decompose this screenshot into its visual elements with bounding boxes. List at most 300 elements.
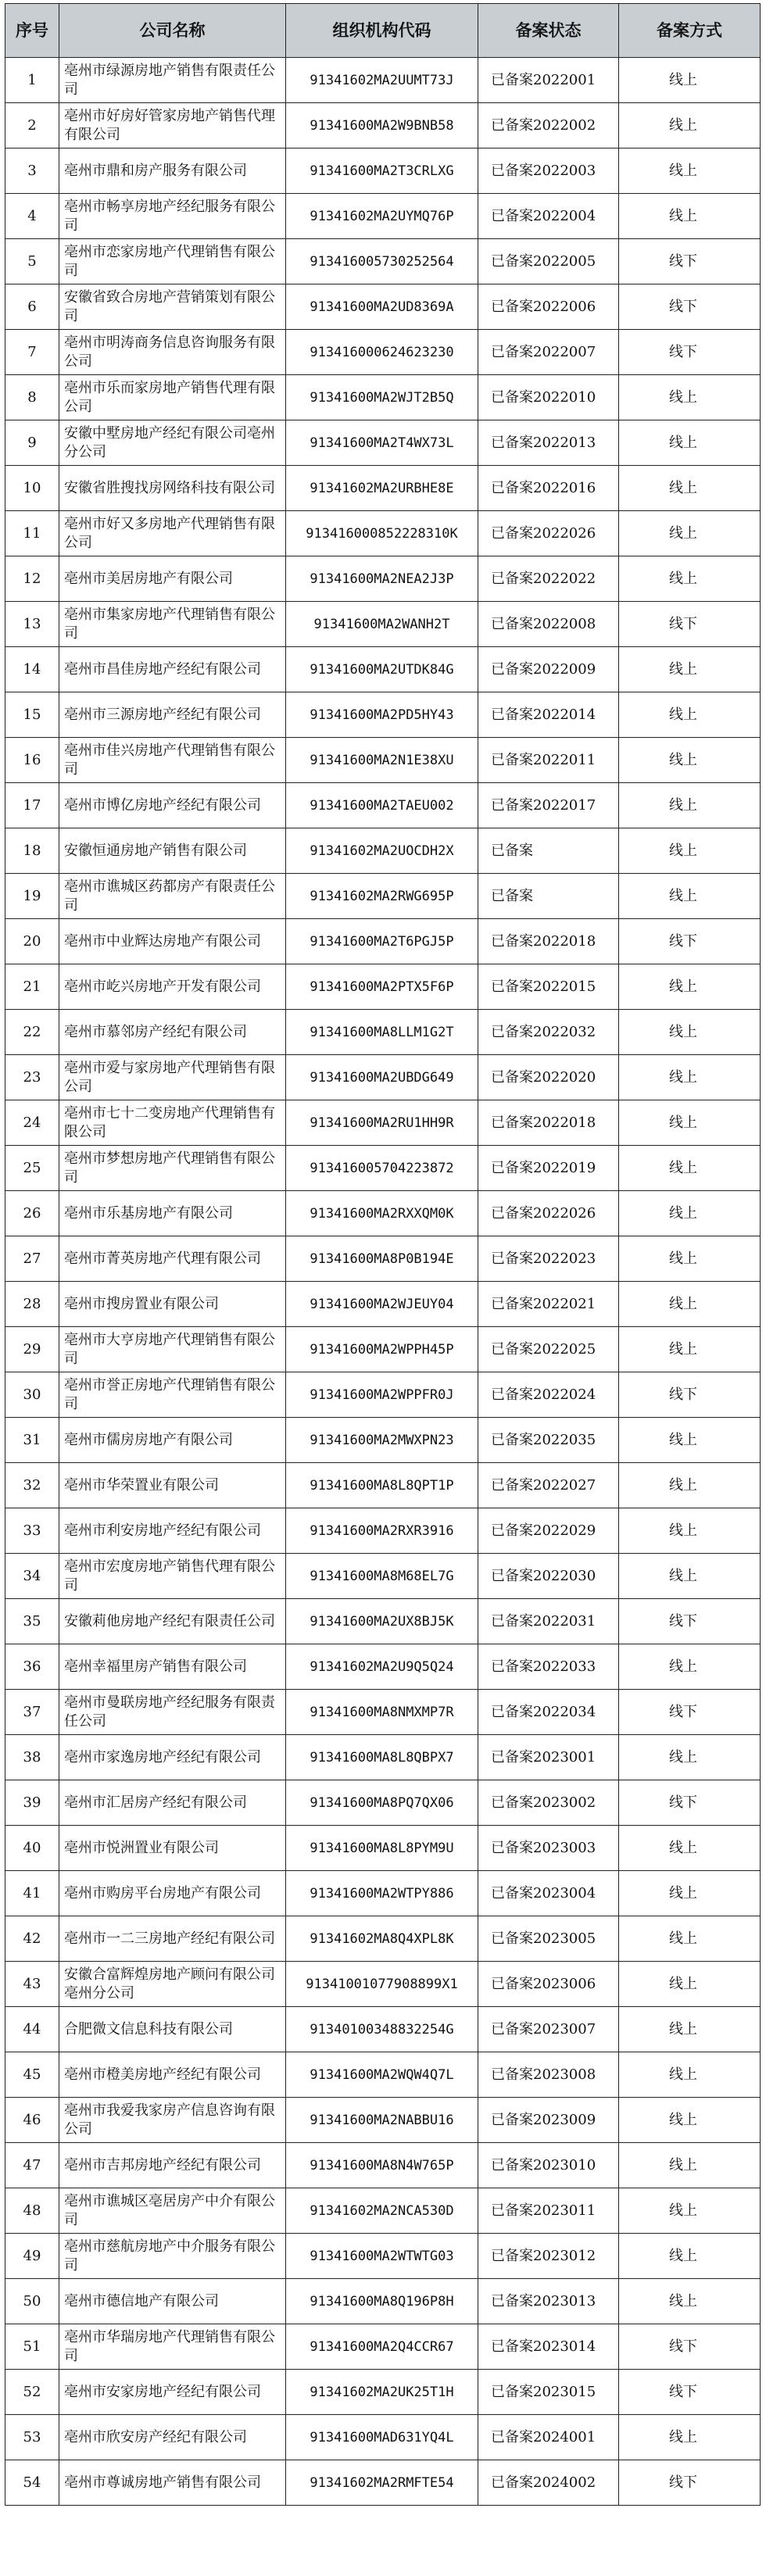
org-code: 91341602MA2RMFTE54 [286, 2460, 478, 2506]
header-filing-mode: 备案方式 [619, 4, 761, 58]
filing-mode: 线上 [619, 738, 761, 783]
company-name: 亳州市我爱我家房产信息咨询有限公司 [59, 2098, 286, 2143]
company-name: 亳州市购房平台房地产有限公司 [59, 1871, 286, 1916]
filing-mode: 线上 [619, 2007, 761, 2052]
table-row [5, 1826, 761, 1871]
filing-status: 已备案2022032 [478, 1010, 619, 1055]
row-index: 15 [5, 692, 59, 738]
org-code: 91341600MA8L8QBPX7 [286, 1735, 478, 1780]
filing-status: 已备案2022013 [478, 420, 619, 466]
filing-status: 已备案2023014 [478, 2324, 619, 2370]
row-index: 17 [5, 783, 59, 828]
row-index: 26 [5, 1191, 59, 1236]
table-row [5, 284, 761, 330]
company-name: 亳州市悦洲置业有限公司 [59, 1826, 286, 1871]
filing-mode: 线上 [619, 1236, 761, 1282]
org-code: 91341600MA2WJEUY04 [286, 1282, 478, 1327]
row-index: 12 [5, 556, 59, 602]
org-code: 91341600MA2NABBU16 [286, 2098, 478, 2143]
company-name: 亳州市利安房地产经纪有限公司 [59, 1508, 286, 1554]
org-code: 91341600MA2UBDG649 [286, 1055, 478, 1100]
company-name: 亳州市欣安房产经纪有限公司 [59, 2415, 286, 2460]
company-name: 亳州市誉正房地产代理销售有限公司 [59, 1372, 286, 1418]
row-index: 44 [5, 2007, 59, 2052]
row-index: 29 [5, 1327, 59, 1372]
filing-mode: 线上 [619, 103, 761, 148]
filing-status: 已备案2023012 [478, 2234, 619, 2279]
table-row [5, 239, 761, 284]
filing-mode: 线下 [619, 919, 761, 964]
org-code: 91341600MAD631YQ4L [286, 2415, 478, 2460]
org-code: 91341600MA8PQ7QX06 [286, 1780, 478, 1826]
filing-status: 已备案2023005 [478, 1916, 619, 1962]
row-index: 8 [5, 375, 59, 420]
filing-status: 已备案2022024 [478, 1372, 619, 1418]
header-org-code: 组织机构代码 [286, 4, 478, 58]
company-name: 亳州市美居房地产有限公司 [59, 556, 286, 602]
filing-status: 已备案2022008 [478, 602, 619, 647]
filing-mode: 线上 [619, 1916, 761, 1962]
table-row [5, 1735, 761, 1780]
org-code: 91341001077908899X1 [286, 1962, 478, 2007]
row-index: 6 [5, 284, 59, 330]
filing-status: 已备案2023006 [478, 1962, 619, 2007]
org-code: 91341600MA8P0B194E [286, 1236, 478, 1282]
filing-mode: 线上 [619, 2234, 761, 2279]
filing-status: 已备案2022001 [478, 58, 619, 103]
filing-status: 已备案2022002 [478, 103, 619, 148]
company-name: 亳州市菁英房地产代理有限公司 [59, 1236, 286, 1282]
filing-mode: 线上 [619, 647, 761, 692]
filing-mode: 线上 [619, 1463, 761, 1508]
table-row [5, 556, 761, 602]
filing-status: 已备案2022018 [478, 1100, 619, 1146]
row-index: 41 [5, 1871, 59, 1916]
filing-status: 已备案 [478, 874, 619, 919]
table-row [5, 1916, 761, 1962]
company-name: 亳州市畅享房地产经纪服务有限公司 [59, 194, 286, 239]
filing-status: 已备案2024001 [478, 2415, 619, 2460]
row-index: 40 [5, 1826, 59, 1871]
row-index: 39 [5, 1780, 59, 1826]
row-index: 23 [5, 1055, 59, 1100]
filing-status: 已备案2022033 [478, 1644, 619, 1690]
row-index: 30 [5, 1372, 59, 1418]
header-filing-status: 备案状态 [478, 4, 619, 58]
table-row [5, 1418, 761, 1463]
header-index: 序号 [5, 4, 59, 58]
table-row [5, 919, 761, 964]
row-index: 11 [5, 511, 59, 556]
filing-status: 已备案2022022 [478, 556, 619, 602]
filing-mode: 线上 [619, 2143, 761, 2188]
filing-mode: 线上 [619, 1962, 761, 2007]
filing-status: 已备案2023003 [478, 1826, 619, 1871]
row-index: 51 [5, 2324, 59, 2370]
row-index: 48 [5, 2188, 59, 2234]
org-code: 91341600MA8L8PYM9U [286, 1826, 478, 1871]
org-code: 91341600MA2TAEU002 [286, 783, 478, 828]
company-name: 亳州市博亿房地产经纪有限公司 [59, 783, 286, 828]
filing-status: 已备案2023009 [478, 2098, 619, 2143]
company-name: 安徽恒通房地产销售有限公司 [59, 828, 286, 874]
company-name: 亳州市大亨房地产代理销售有限公司 [59, 1327, 286, 1372]
filing-mode: 线上 [619, 1282, 761, 1327]
table-row [5, 964, 761, 1010]
filing-status: 已备案2023004 [478, 1871, 619, 1916]
filing-mode: 线上 [619, 692, 761, 738]
filing-status: 已备案2022030 [478, 1554, 619, 1599]
table-row [5, 828, 761, 874]
filing-table [5, 3, 761, 2506]
filing-mode: 线上 [619, 1146, 761, 1191]
company-name: 亳州市谯城区亳居房产中介有限公司 [59, 2188, 286, 2234]
company-name: 亳州市好又多房地产代理销售有限公司 [59, 511, 286, 556]
filing-mode: 线上 [619, 2415, 761, 2460]
org-code: 91341600MA2WANH2T [286, 602, 478, 647]
table-row [5, 1236, 761, 1282]
table-row [5, 2052, 761, 2098]
table-row [5, 2007, 761, 2052]
row-index: 1 [5, 58, 59, 103]
filing-mode: 线下 [619, 1599, 761, 1644]
table-row [5, 1010, 761, 1055]
org-code: 91341600MA2WPPH45P [286, 1327, 478, 1372]
company-name: 亳州市慕邻房产经纪有限公司 [59, 1010, 286, 1055]
company-name: 亳州市恋家房地产代理销售有限公司 [59, 239, 286, 284]
company-name: 亳州市华瑞房地产代理销售有限公司 [59, 2324, 286, 2370]
table-row [5, 2460, 761, 2506]
filing-status: 已备案2022025 [478, 1327, 619, 1372]
filing-mode: 线上 [619, 1554, 761, 1599]
row-index: 27 [5, 1236, 59, 1282]
company-name: 亳州市宏度房地产销售代理有限公司 [59, 1554, 286, 1599]
org-code: 913416005730252564 [286, 239, 478, 284]
org-code: 91341600MA8L8QPT1P [286, 1463, 478, 1508]
filing-status: 已备案2022011 [478, 738, 619, 783]
company-name: 亳州幸福里房产销售有限公司 [59, 1644, 286, 1690]
org-code: 91341600MA2WTPY886 [286, 1871, 478, 1916]
filing-status: 已备案2022016 [478, 466, 619, 511]
company-name: 亳州市集家房地产代理销售有限公司 [59, 602, 286, 647]
row-index: 24 [5, 1100, 59, 1146]
org-code: 91341600MA2N1E38XU [286, 738, 478, 783]
company-name: 亳州市好房好管家房地产销售代理有限公司 [59, 103, 286, 148]
org-code: 91341600MA2RU1HH9R [286, 1100, 478, 1146]
company-name: 亳州市爱与家房地产代理销售有限公司 [59, 1055, 286, 1100]
company-name: 安徽合富辉煌房地产顾问有限公司亳州分公司 [59, 1962, 286, 2007]
row-index: 54 [5, 2460, 59, 2506]
filing-mode: 线上 [619, 2279, 761, 2324]
company-name: 亳州市橙美房地产经纪有限公司 [59, 2052, 286, 2098]
org-code: 91341600MA2WJT2B5Q [286, 375, 478, 420]
row-index: 7 [5, 330, 59, 375]
filing-status: 已备案2022023 [478, 1236, 619, 1282]
table-row [5, 58, 761, 103]
filing-mode: 线下 [619, 239, 761, 284]
filing-status: 已备案2023015 [478, 2370, 619, 2415]
row-index: 14 [5, 647, 59, 692]
filing-mode: 线上 [619, 1191, 761, 1236]
filing-status: 已备案2023011 [478, 2188, 619, 2234]
org-code: 91341600MA2WPPFR0J [286, 1372, 478, 1418]
filing-mode: 线上 [619, 466, 761, 511]
company-name: 亳州市德信地产有限公司 [59, 2279, 286, 2324]
table-row [5, 1599, 761, 1644]
table-row [5, 194, 761, 239]
company-name: 亳州市搜房置业有限公司 [59, 1282, 286, 1327]
row-index: 34 [5, 1554, 59, 1599]
row-index: 4 [5, 194, 59, 239]
filing-mode: 线下 [619, 284, 761, 330]
row-index: 31 [5, 1418, 59, 1463]
company-name: 亳州市安家房地产经纪有限公司 [59, 2370, 286, 2415]
filing-status: 已备案2022003 [478, 148, 619, 194]
company-name: 亳州市家逸房地产经纪有限公司 [59, 1735, 286, 1780]
table-row [5, 2098, 761, 2143]
row-index: 22 [5, 1010, 59, 1055]
company-name: 亳州市汇居房产经纪有限公司 [59, 1780, 286, 1826]
org-code: 91341602MA2UK25T1H [286, 2370, 478, 2415]
row-index: 52 [5, 2370, 59, 2415]
filing-mode: 线下 [619, 1372, 761, 1418]
org-code: 91341602MA8Q4XPL8K [286, 1916, 478, 1962]
org-code: 913416005704223872 [286, 1146, 478, 1191]
org-code: 91341600MA2UTDK84G [286, 647, 478, 692]
table-row [5, 783, 761, 828]
org-code: 91341600MA2W9BNB58 [286, 103, 478, 148]
filing-status: 已备案2022027 [478, 1463, 619, 1508]
table-row [5, 1055, 761, 1100]
company-name: 亳州市鼎和房产服务有限公司 [59, 148, 286, 194]
filing-status: 已备案2023001 [478, 1735, 619, 1780]
filing-mode: 线上 [619, 1826, 761, 1871]
row-index: 18 [5, 828, 59, 874]
row-index: 3 [5, 148, 59, 194]
company-name: 亳州市儒房房地产有限公司 [59, 1418, 286, 1463]
filing-mode: 线上 [619, 1644, 761, 1690]
company-name: 安徽中墅房地产经纪有限公司亳州分公司 [59, 420, 286, 466]
row-index: 35 [5, 1599, 59, 1644]
filing-mode: 线上 [619, 1508, 761, 1554]
filing-status: 已备案2023007 [478, 2007, 619, 2052]
org-code: 91341600MA2RXR3916 [286, 1508, 478, 1554]
filing-mode: 线下 [619, 1690, 761, 1735]
table-row [5, 1372, 761, 1418]
table-row [5, 874, 761, 919]
filing-status: 已备案2022018 [478, 919, 619, 964]
row-index: 32 [5, 1463, 59, 1508]
filing-mode: 线上 [619, 511, 761, 556]
filing-mode: 线上 [619, 148, 761, 194]
filing-mode: 线下 [619, 602, 761, 647]
row-index: 10 [5, 466, 59, 511]
company-name: 亳州市佳兴房地产代理销售有限公司 [59, 738, 286, 783]
company-name: 亳州市明涛商务信息咨询服务有限公司 [59, 330, 286, 375]
row-index: 21 [5, 964, 59, 1010]
company-name: 亳州市谯城区药都房产有限责任公司 [59, 874, 286, 919]
company-name: 亳州市曼联房地产经纪服务有限责任公司 [59, 1690, 286, 1735]
table-row [5, 738, 761, 783]
org-code: 913416000852228310K [286, 511, 478, 556]
org-code: 91341600MA2PD5HY43 [286, 692, 478, 738]
company-name: 亳州市昌佳房地产经纪有限公司 [59, 647, 286, 692]
table-body [5, 58, 761, 2506]
org-code: 91341600MA2T3CRLXG [286, 148, 478, 194]
filing-mode: 线上 [619, 1735, 761, 1780]
filing-status: 已备案2022035 [478, 1418, 619, 1463]
row-index: 13 [5, 602, 59, 647]
company-name: 合肥微文信息科技有限公司 [59, 2007, 286, 2052]
org-code: 91341602MA2URBHE8E [286, 466, 478, 511]
filing-mode: 线上 [619, 58, 761, 103]
filing-status: 已备案2022020 [478, 1055, 619, 1100]
filing-mode: 线上 [619, 1100, 761, 1146]
filing-mode: 线下 [619, 330, 761, 375]
filing-mode: 线下 [619, 2324, 761, 2370]
filing-mode: 线上 [619, 1418, 761, 1463]
table-row [5, 1871, 761, 1916]
filing-status: 已备案2023010 [478, 2143, 619, 2188]
row-index: 46 [5, 2098, 59, 2143]
org-code: 91341602MA2UOCDH2X [286, 828, 478, 874]
row-index: 33 [5, 1508, 59, 1554]
filing-mode: 线上 [619, 420, 761, 466]
table-row [5, 1146, 761, 1191]
row-index: 25 [5, 1146, 59, 1191]
table-row [5, 1100, 761, 1146]
company-name: 安徽省胜搜找房网络科技有限公司 [59, 466, 286, 511]
filing-status: 已备案2022034 [478, 1690, 619, 1735]
filing-mode: 线上 [619, 1055, 761, 1100]
filing-mode: 线上 [619, 828, 761, 874]
filing-status: 已备案2022031 [478, 1599, 619, 1644]
company-name: 亳州市中业辉达房地产有限公司 [59, 919, 286, 964]
org-code: 91341600MA8LLM1G2T [286, 1010, 478, 1055]
filing-mode: 线上 [619, 2052, 761, 2098]
filing-mode: 线下 [619, 1780, 761, 1826]
table-row [5, 2234, 761, 2279]
row-index: 9 [5, 420, 59, 466]
company-name: 亳州市七十二变房地产代理销售有限公司 [59, 1100, 286, 1146]
filing-mode: 线上 [619, 874, 761, 919]
org-code: 913416000624623230 [286, 330, 478, 375]
filing-mode: 线上 [619, 2098, 761, 2143]
company-name: 亳州市乐而家房地产销售代理有限公司 [59, 375, 286, 420]
row-index: 28 [5, 1282, 59, 1327]
row-index: 47 [5, 2143, 59, 2188]
row-index: 37 [5, 1690, 59, 1735]
company-name: 安徽莉他房地产经纪有限责任公司 [59, 1599, 286, 1644]
filing-status: 已备案2022026 [478, 511, 619, 556]
org-code: 91341602MA2UUMT73J [286, 58, 478, 103]
filing-mode: 线上 [619, 194, 761, 239]
filing-status: 已备案2022017 [478, 783, 619, 828]
filing-status: 已备案2022021 [478, 1282, 619, 1327]
filing-status: 已备案2023013 [478, 2279, 619, 2324]
filing-status: 已备案2022026 [478, 1191, 619, 1236]
table-row [5, 1644, 761, 1690]
filing-status: 已备案2022006 [478, 284, 619, 330]
filing-status: 已备案2023002 [478, 1780, 619, 1826]
filing-mode: 线上 [619, 964, 761, 1010]
filing-status: 已备案2022014 [478, 692, 619, 738]
org-code: 91341600MA2WTWTG03 [286, 2234, 478, 2279]
org-code: 91341600MA2PTX5F6P [286, 964, 478, 1010]
org-code: 91341600MA2NEA2J3P [286, 556, 478, 602]
row-index: 45 [5, 2052, 59, 2098]
filing-status: 已备案2022005 [478, 239, 619, 284]
row-index: 36 [5, 1644, 59, 1690]
table-row [5, 103, 761, 148]
table-row [5, 1327, 761, 1372]
company-name: 亳州市吉邦房地产经纪有限公司 [59, 2143, 286, 2188]
filing-status: 已备案2022009 [478, 647, 619, 692]
filing-status: 已备案2022029 [478, 1508, 619, 1554]
org-code: 91341600MA2Q4CCR67 [286, 2324, 478, 2370]
filing-status: 已备案2022010 [478, 375, 619, 420]
filing-mode: 线上 [619, 1871, 761, 1916]
org-code: 91340100348832254G [286, 2007, 478, 2052]
table-row [5, 511, 761, 556]
row-index: 19 [5, 874, 59, 919]
org-code: 91341602MA2UYMQ76P [286, 194, 478, 239]
org-code: 91341600MA8N4W765P [286, 2143, 478, 2188]
table-row [5, 2279, 761, 2324]
row-index: 42 [5, 1916, 59, 1962]
org-code: 91341600MA2RXXQM0K [286, 1191, 478, 1236]
filing-status: 已备案 [478, 828, 619, 874]
filing-status: 已备案2022019 [478, 1146, 619, 1191]
org-code: 91341600MA2UX8BJ5K [286, 1599, 478, 1644]
company-name: 亳州市慈航房地产中介服务有限公司 [59, 2234, 286, 2279]
row-index: 20 [5, 919, 59, 964]
header-row [5, 4, 761, 58]
table-row [5, 602, 761, 647]
table-row [5, 2324, 761, 2370]
company-name: 亳州市屹兴房地产开发有限公司 [59, 964, 286, 1010]
filing-mode: 线下 [619, 2460, 761, 2506]
org-code: 91341600MA2UD8369A [286, 284, 478, 330]
filing-mode: 线上 [619, 2188, 761, 2234]
org-code: 91341600MA2WQW4Q7L [286, 2052, 478, 2098]
table-row [5, 2188, 761, 2234]
row-index: 49 [5, 2234, 59, 2279]
table-row [5, 1191, 761, 1236]
table-row [5, 2415, 761, 2460]
row-index: 16 [5, 738, 59, 783]
table-row [5, 1508, 761, 1554]
row-index: 2 [5, 103, 59, 148]
filing-mode: 线上 [619, 375, 761, 420]
table-row [5, 420, 761, 466]
company-name: 亳州市乐基房地产有限公司 [59, 1191, 286, 1236]
org-code: 91341600MA8NMXMP7R [286, 1690, 478, 1735]
filing-mode: 线上 [619, 1327, 761, 1372]
row-index: 50 [5, 2279, 59, 2324]
table-row [5, 330, 761, 375]
company-name: 亳州市梦想房地产代理销售有限公司 [59, 1146, 286, 1191]
table-row [5, 375, 761, 420]
filing-status: 已备案2022007 [478, 330, 619, 375]
org-code: 91341602MA2U9Q5Q24 [286, 1644, 478, 1690]
org-code: 91341602MA2RWG695P [286, 874, 478, 919]
header-company-name: 公司名称 [59, 4, 286, 58]
table-row [5, 1282, 761, 1327]
org-code: 91341600MA8Q196P8H [286, 2279, 478, 2324]
filing-status: 已备案2024002 [478, 2460, 619, 2506]
table-row [5, 1463, 761, 1508]
